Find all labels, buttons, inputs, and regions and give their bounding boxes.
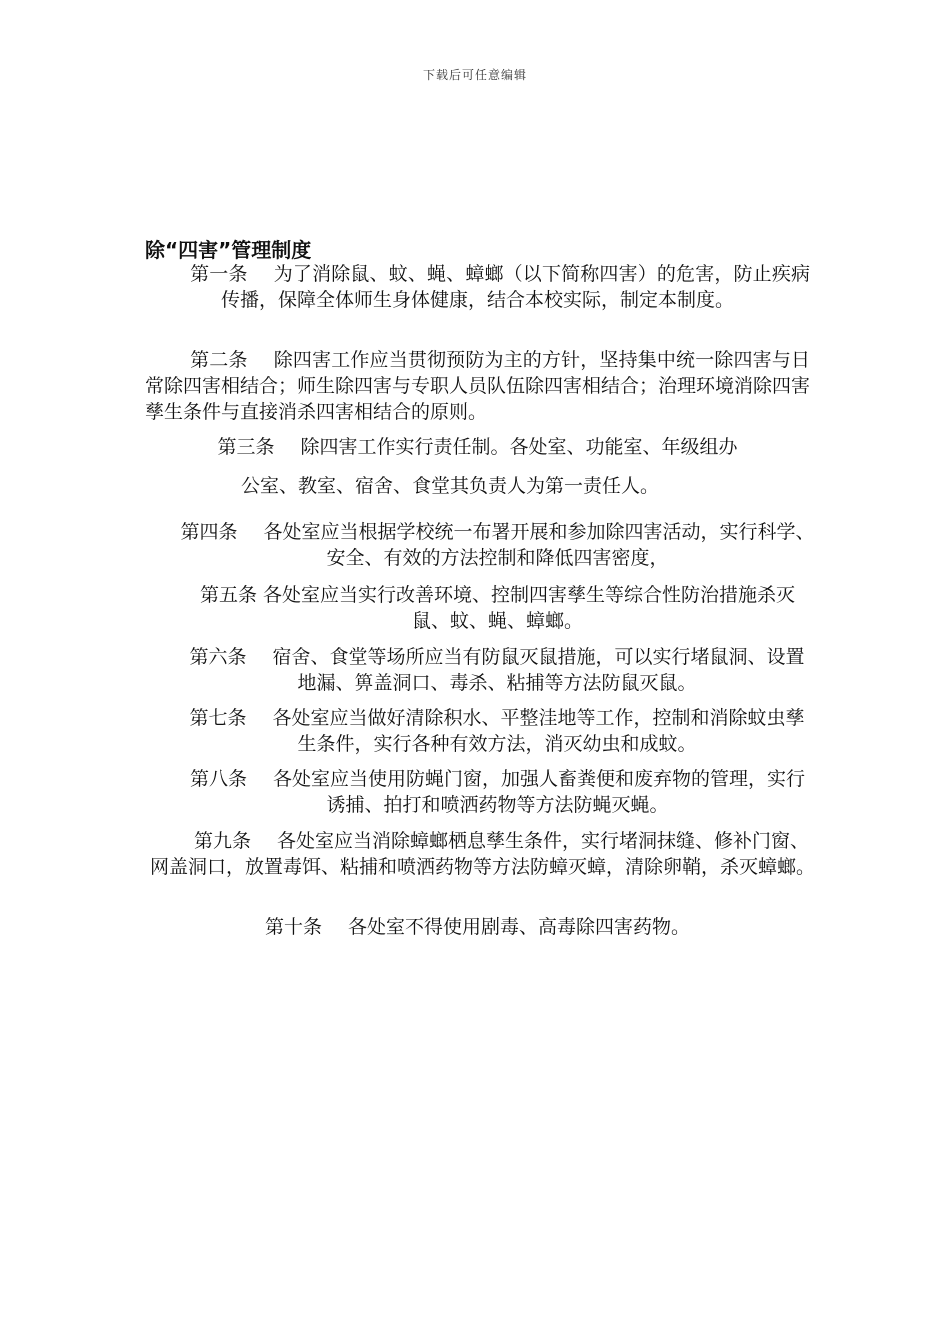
clause-text: 宿舍、食堂等场所应当有防鼠灭鼠措施，可以实行堵鼠洞、设置地漏、箅盖洞口、毒杀、粘捕等方法防鼠灭鼠。 xyxy=(272,646,805,694)
clause-6 xyxy=(182,644,812,696)
clause-number: 第八条 xyxy=(189,768,247,790)
clause-9 xyxy=(150,828,815,880)
header-note: 下载后可任意编辑 xyxy=(422,68,527,82)
clause-2 xyxy=(145,347,810,425)
clause-number: 第十条 xyxy=(264,916,322,938)
clause-text: 公室、教室、宿舍、食堂其负责人为第一责任人。 xyxy=(240,475,659,497)
clause-4 xyxy=(180,519,815,571)
clause-text: 各处室应当实行改善环境、控制四害孳生等综合性防治措施杀灭鼠、蚊、蝇、蟑螂。 xyxy=(263,584,796,632)
clause-7 xyxy=(182,705,812,757)
clause-text: 各处室应当消除蟑螂栖息孳生条件，实行堵洞抹缝、修补门窗、网盖洞口，放置毒饵、粘捕和喷洒药物等方法防蟑灭蟑，清除卵鞘，杀灭蟑螂。 xyxy=(150,830,816,878)
clause-text: 为了消除鼠、蚊、蝇、蟑螂（以下简称四害）的危害，防止疾病传播，保障全体师生身体健康，结合本校实际，制定本制度。 xyxy=(220,263,810,311)
clause-3 xyxy=(145,434,810,460)
clause-10 xyxy=(145,914,810,940)
clause-text: 除四害工作应当贯彻预防为主的方针，坚持集中统一除四害与日常除四害相结合；师生除四害与专职人员队伍除四害相结合；治理环境消除四害孳生条件与直接消杀四害相结合的原则。 xyxy=(145,349,811,423)
clause-number: 第二条 xyxy=(190,349,248,371)
clause-text: 各处室不得使用剧毒、高毒除四害药物。 xyxy=(348,916,691,938)
clause-5 xyxy=(185,582,810,634)
clause-number: 第九条 xyxy=(193,830,251,852)
clause-number: 第三条 xyxy=(217,436,275,458)
clause-number: 第六条 xyxy=(189,646,247,668)
document-title: 除“四害”管理制度 xyxy=(145,238,312,262)
clause-number: 第七条 xyxy=(189,707,247,729)
clause-number: 第四条 xyxy=(180,521,238,543)
clause-number: 第一条 xyxy=(190,263,248,285)
clause-3-continued xyxy=(200,473,700,499)
clause-8 xyxy=(185,766,810,818)
clause-text: 各处室应当根据学校统一布署开展和参加除四害活动，实行科学、安全、有效的方法控制和降低四害密度， xyxy=(263,521,815,569)
clause-text: 除四害工作实行责任制。各处室、功能室、年级组办 xyxy=(300,436,738,458)
clause-text: 各处室应当使用防蝇门窗，加强人畜粪便和废弃物的管理，实行诱捕、拍打和喷洒药物等方法防蝇灭蝇。 xyxy=(273,768,806,816)
clause-text: 各处室应当做好清除积水、平整洼地等工作，控制和消除蚊虫孳生条件，实行各种有效方法，消灭幼虫和成蚊。 xyxy=(272,707,805,755)
clause-1 xyxy=(145,261,810,313)
clause-number: 第五条 xyxy=(199,584,257,606)
